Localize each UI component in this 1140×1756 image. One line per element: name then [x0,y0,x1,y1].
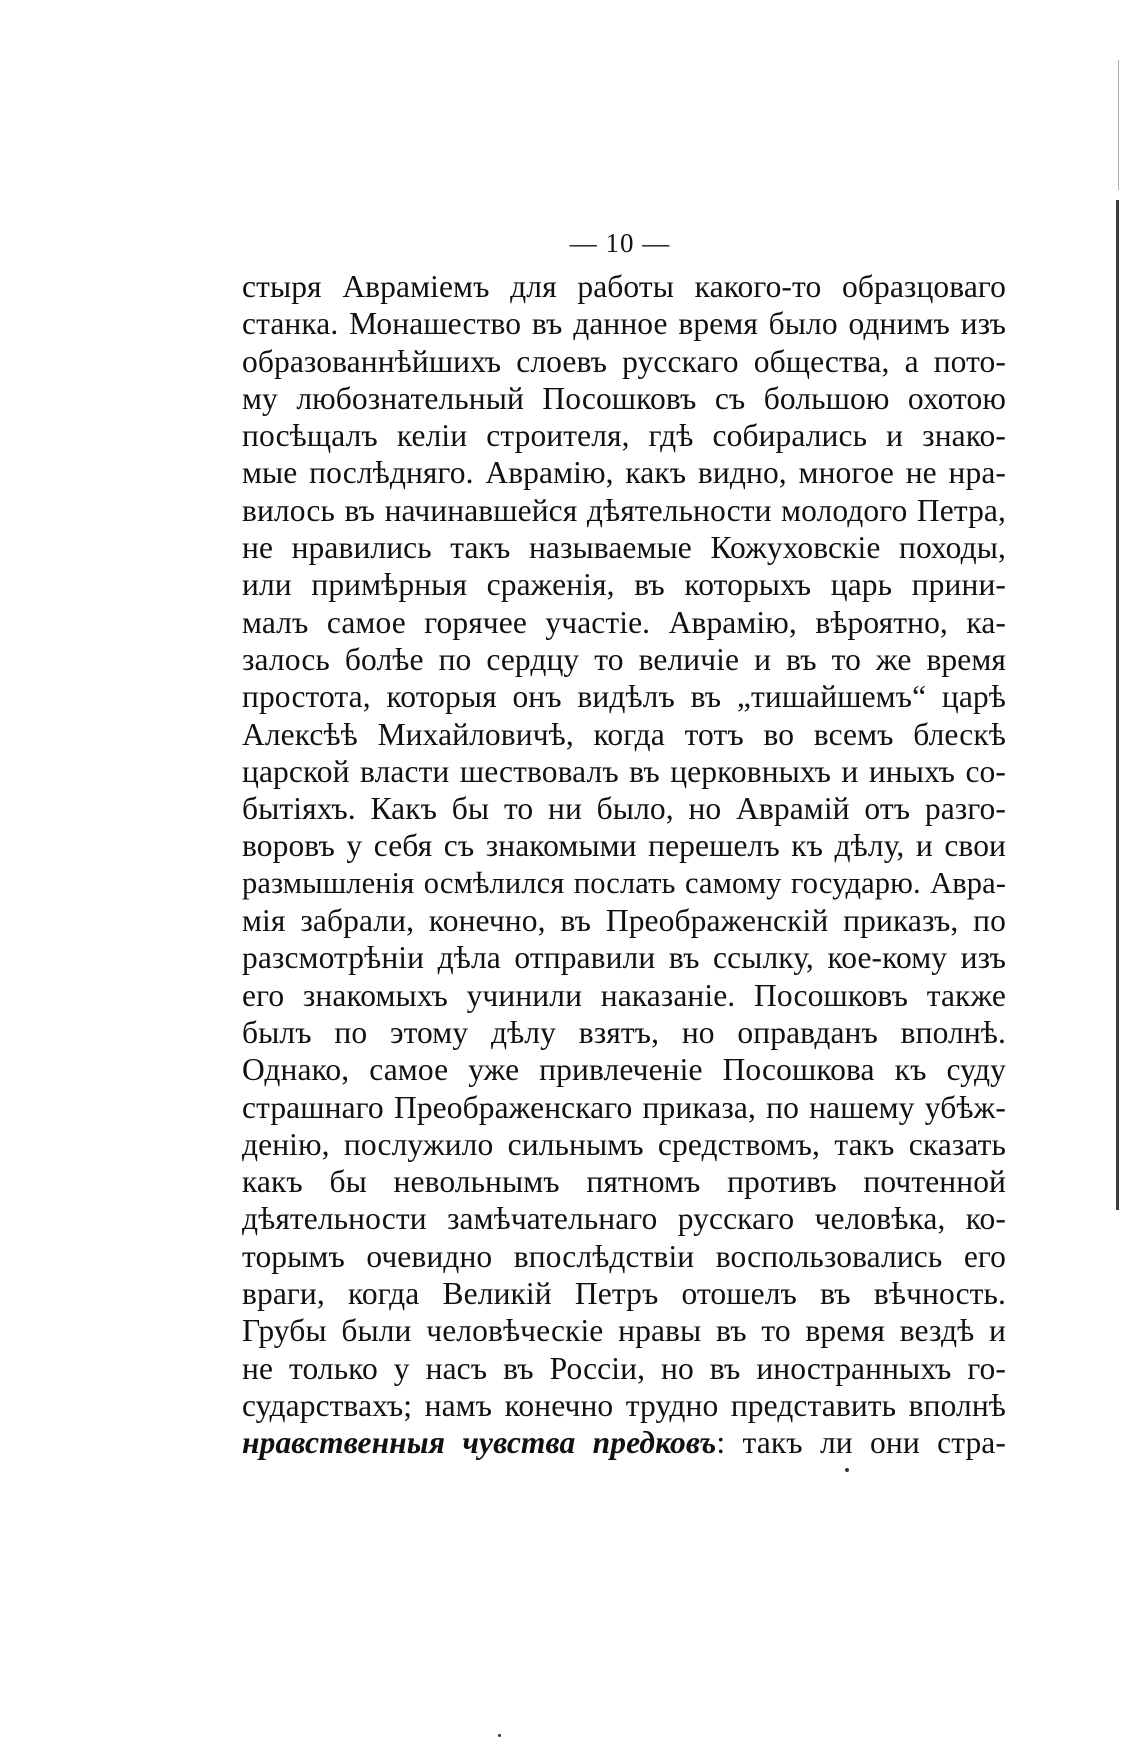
text-line: не только у насъ въ Россiи, но въ иностранныхъ го- [242,1350,1006,1386]
text-line-last [242,1424,1006,1461]
text-line: станка. Монашество въ данное время было однимъ изъ [242,306,1006,342]
text-line: простота, которыя онъ видѣлъ въ „тишайшемъ“ царѣ [242,679,1006,715]
text-line: Алексѣѣ Михайловичѣ, когда тотъ во всемъ блескѣ [242,716,1006,752]
text-line: воровъ у себя съ знакомыми перешелъ къ дѣлу, и свои [242,828,1006,864]
text-line: малъ самое горячее участiе. Аврамiю, вѣроятно, ка- [242,604,1006,640]
text-line: разсмотрѣнiи дѣла отправили въ ссылку, кое-кому изъ [242,940,1006,976]
text-line: размышленiя осмѣлился послать самому государю. Авра- [242,865,1006,900]
text-line-rest: : такъ ли они стра- [716,1425,1006,1461]
text-line: какъ бы невольнымъ пятномъ противъ почтенной [242,1164,1006,1200]
text-line: не нравились такъ называемые Кожуховскiе походы, [242,530,1006,566]
text-line: былъ по этому дѣлу взятъ, но оправданъ вполнѣ. [242,1014,1006,1050]
text-line: Однако, самое уже привлеченiе Посошкова къ суду [242,1052,1006,1088]
text-line: образованнѣйшихъ слоевъ русскаго общества, а пото- [242,343,1006,379]
page-edge-shadow [1118,60,1119,190]
text-line: страшнаго Преображенскаго приказа, по нашему убѣж- [242,1089,1006,1125]
text-line: его знакомыхъ учинили наказанiе. Посошковъ также [242,977,1006,1013]
print-speck [845,1468,849,1472]
text-line: денiю, послужило сильнымъ средствомъ, такъ сказать [242,1126,1006,1162]
print-speck [498,1734,501,1737]
text-line: Грубы были человѣческiе нравы въ то время вездѣ и [242,1313,1006,1349]
text-line: враги, когда Великiй Петръ отошелъ въ вѣчность. [242,1276,1006,1312]
page-edge-rule [1116,200,1119,1210]
italic-emphasis: нравственныя чувства предковъ [242,1425,717,1461]
page-number: — 10 — [569,228,671,258]
text-line: торымъ очевидно впослѣдствiи воспользовались его [242,1238,1006,1274]
text-line: царской власти шествовалъ въ церковныхъ и иныхъ со- [242,753,1006,789]
text-line: сударствахъ; намъ конечно трудно представить вполнѣ [242,1387,1006,1423]
text-line: вилось въ начинавшейся дѣятельности молодого Петра, [242,492,1006,528]
text-line: стыря Аврамiемъ для работы какого-то образцоваго [242,269,1006,304]
text-line: бытiяхъ. Какъ бы то ни было, но Аврамiй отъ разго- [242,791,1006,827]
text-line: залось болѣе по сердцу то величiе и въ то же время [242,641,1006,677]
text-line: дѣятельности замѣчательнаго русскаго человѣка, ко- [242,1201,1006,1237]
text-line: или примѣрныя сраженiя, въ которыхъ царь прини- [242,567,1006,603]
text-line: мые послѣдняго. Аврамiю, какъ видно, многое не нра- [242,455,1006,491]
body-text [242,268,1006,1462]
text-line: мiя забрали, конечно, въ Преображенскiй приказъ, по [242,903,1006,939]
text-line: му любознательный Посошковъ съ большою охотою [242,380,1006,416]
text-line: посѣщалъ келiи строителя, гдѣ собирались и знако- [242,418,1006,454]
